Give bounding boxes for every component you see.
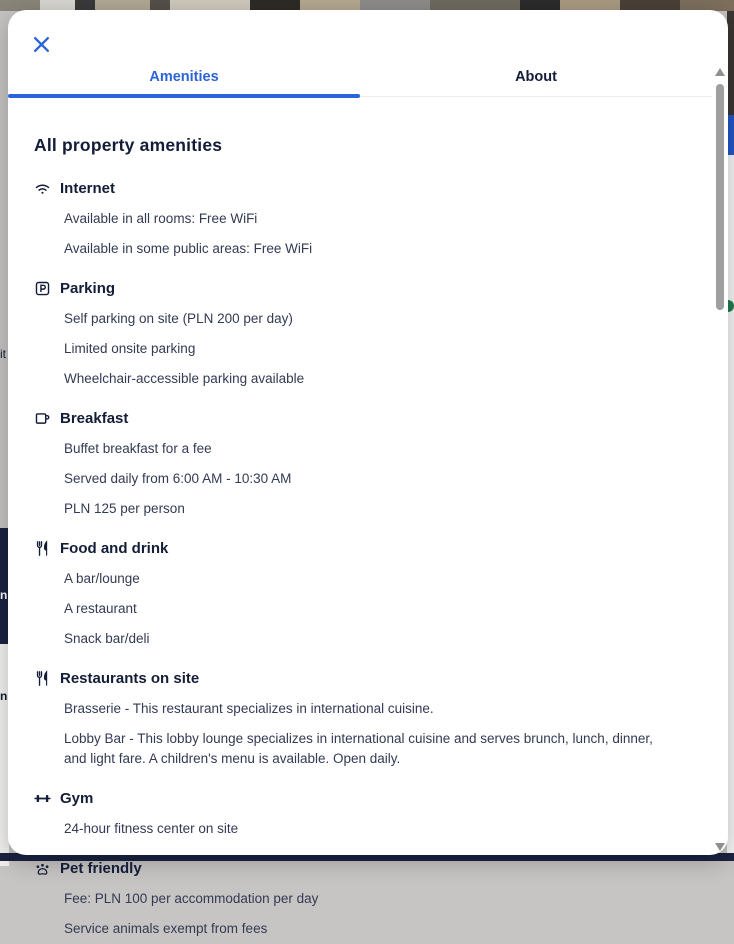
amenity-section [34,536,672,654]
amenity-section [34,856,672,944]
amenity-section-title: Internet [60,179,116,197]
amenity-section-header [34,536,672,560]
amenity-section [34,406,672,524]
amenity-item: Lobby Bar - This lobby lounge specializes in international cuisine and serves brunch, lunch, dinner, and light fare. A children's menu is available. Open daily. [64,731,653,766]
amenity-sections [34,176,672,944]
amenity-section [34,786,672,844]
amenity-item: PLN 125 per person [64,501,185,516]
scrollbar[interactable] [714,62,726,853]
amenity-item-list [34,884,672,944]
amenity-item: A bar/lounge [64,571,140,586]
amenity-item-list [34,304,672,394]
amenity-section-header [34,786,672,810]
tab-bar [8,58,712,97]
scrollbar-thumb[interactable] [716,84,724,310]
amenities-modal [8,10,728,936]
amenity-section-header [34,666,672,690]
amenity-section-title: Breakfast [60,409,129,427]
amenity-item: Self parking on site (PLN 200 per day) [64,311,293,326]
parking-icon [34,280,51,297]
amenity-item-list [34,694,672,774]
amenity-section-title: Food and drink [60,539,169,557]
amenity-section-header [34,276,672,300]
amenity-item: Served daily from 6:00 AM - 10:30 AM [64,471,292,486]
amenity-item: Available in some public areas: Free WiFi [64,241,313,256]
tab-about[interactable]: About [515,69,557,85]
background-text-fragment: n [0,588,8,602]
utensils-icon [34,540,51,557]
scroll-down-arrow-icon[interactable] [715,843,725,851]
background-right-sliver [727,11,734,855]
amenity-item-list [34,564,672,654]
amenity-item: Snack bar/deli [64,631,150,646]
close-button[interactable] [32,30,60,58]
paw-icon [34,860,51,877]
background-text-fragment: it [0,347,6,361]
amenities-content[interactable] [8,97,712,936]
amenity-item-list [34,204,672,264]
amenity-item: 24-hour fitness center on site [64,821,239,836]
close-icon [32,35,51,54]
background-text-fragment: n [0,689,8,703]
amenity-section-title: Parking [60,279,116,297]
amenity-item: Fee: PLN 100 per accommodation per day [64,891,319,906]
wifi-icon [34,180,51,197]
amenity-item-list [34,434,672,524]
amenity-section-header [34,406,672,430]
amenity-section-header [34,856,672,880]
breakfast-icon [34,410,51,427]
amenity-item: A restaurant [64,601,137,616]
amenity-section-title: Restaurants on site [60,669,200,687]
amenity-section [34,666,672,774]
amenity-item: Brasserie - This restaurant specializes in international cuisine. [64,701,434,716]
scroll-up-arrow-icon[interactable] [715,68,725,76]
background-blue-chip [727,115,734,155]
amenity-section-title: Pet friendly [60,859,142,877]
amenity-section [34,276,672,394]
dumbbell-icon [34,790,51,807]
amenity-item: Wheelchair-accessible parking available [64,371,305,386]
amenity-item: Buffet breakfast for a fee [64,441,212,456]
amenity-item: Service animals exempt from fees [64,921,268,936]
amenity-section-header [34,176,672,200]
amenity-item: Available in all rooms: Free WiFi [64,211,258,226]
utensils-icon [34,670,51,687]
tab-amenities[interactable]: Amenities [8,58,360,96]
amenity-section-title: Gym [60,789,94,807]
background-photo-fragment [727,11,734,115]
page-title: All property amenities [34,135,223,155]
amenity-section [34,176,672,264]
amenity-item: Limited onsite parking [64,341,196,356]
amenity-item-list [34,814,672,844]
